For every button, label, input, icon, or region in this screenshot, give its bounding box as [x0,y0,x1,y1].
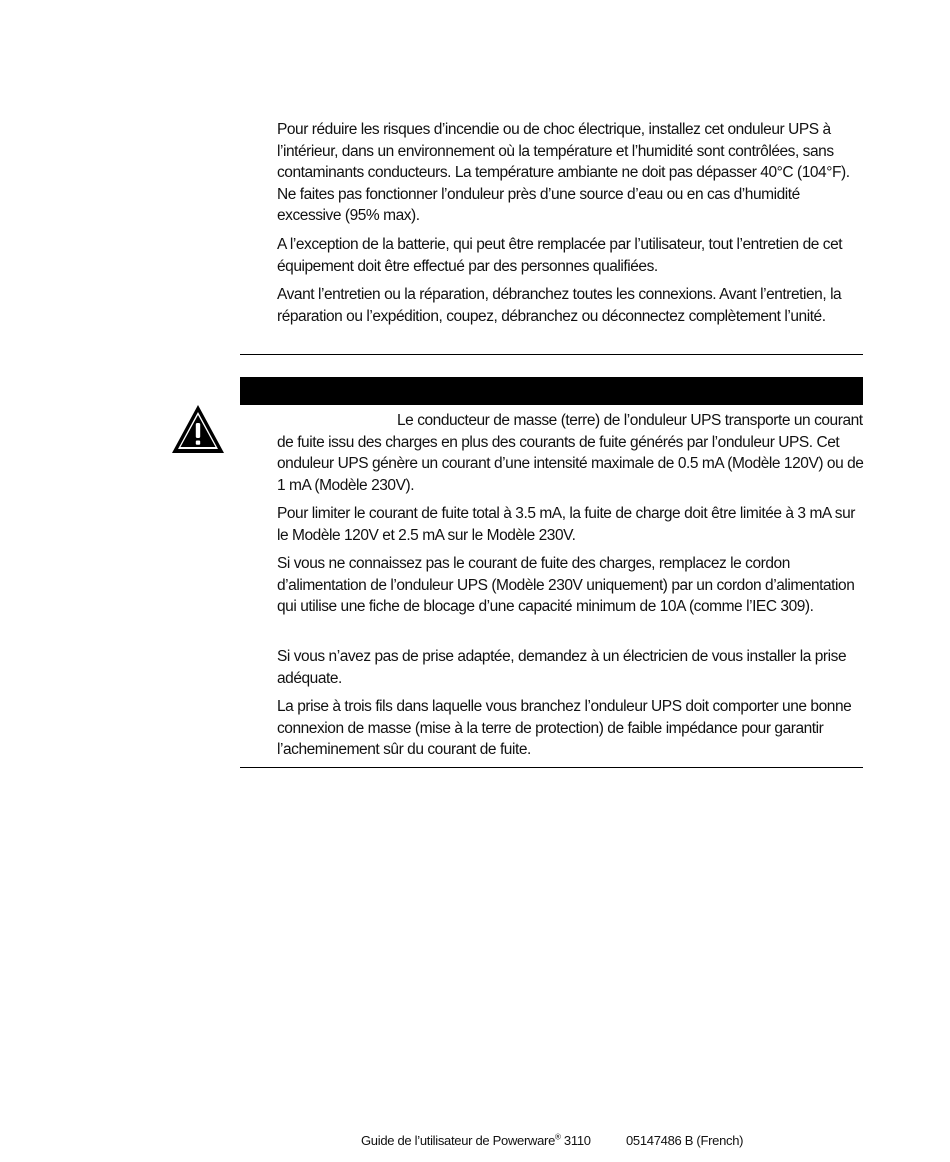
footer-model: 3110 [563,1133,591,1148]
warning-paragraph-leakage-limit: Pour limiter le courant de fuite total à 3.5 mA, la fuite de charge doit être limitée à 3 mA sur le Modèle 120V et 2.5 mA sur le Modèle 230V. [277,505,855,544]
warning-paragraph-outlet: Si vous n’avez pas de prise adaptée, demandez à un électricien de vous installer la prise adéquate. [277,648,847,687]
section-divider-bottom [240,767,863,768]
registered-mark: ® [555,1132,561,1142]
safety-paragraph-environment: Pour réduire les risques d’incendie ou de choc électrique, installez cet onduleur UPS à l’intérieur, dans un environnement où la température et l’humidité sont contrôlées, sans contaminants conducteurs. La température ambiante ne doit pas dépasser 40°C (104°F). Ne faites pas fonctionner l’onduleur près d’une source d’eau ou en cas d’humidité excessive (95% max). [277,121,850,224]
warning-triangle-icon [170,403,226,455]
warning-paragraph-grounding: La prise à trois fils dans laquelle vous branchez l’onduleur UPS doit comporter une bonne connexion de masse (mise à la terre de protection) de faible impédance pour garantir l’acheminement sûr du courant de fuite. [277,698,852,758]
footer-document-number: 05147486 B (French) [626,1133,744,1148]
safety-paragraph-maintenance: A l’exception de la batterie, qui peut être remplacée par l’utilisateur, tout l’entretien de cet équipement doit être effectué par des personnes qualifiées. [277,236,843,275]
footer-guide-title [361,1133,591,1149]
warning-paragraph-power-cord: Si vous ne connaissez pas le courant de fuite des charges, remplacez le cordon d’alimentation de l’onduleur UPS (Modèle 230V uniquement) par un cordon d’alimentation qui utilise une fiche de blocage d’une capacité minimum de 10A (comme l’IEC 309). [277,555,855,615]
footer-guide-text: Guide de l’utilisateur de Powerware [361,1133,555,1148]
section-divider-top [240,354,863,355]
safety-paragraph-disconnect: Avant l’entretien ou la réparation, débranchez toutes les connexions. Avant l’entretien, la réparation ou l’expédition, coupez, débranchez ou déconnectez complètement l’unité. [277,286,842,325]
warning-paragraph-ground-leakage: Le conducteur de masse (terre) de l’onduleur UPS transporte un courant de fuite issu des charges en plus des courants de fuite générés par l’onduleur UPS. Cet onduleur UPS génère un courant d’une intensité maximale de 0.5 mA (Modèle 120V) ou de 1 mA (Modèle 230V). [277,412,864,494]
warning-header-bar [240,377,863,405]
